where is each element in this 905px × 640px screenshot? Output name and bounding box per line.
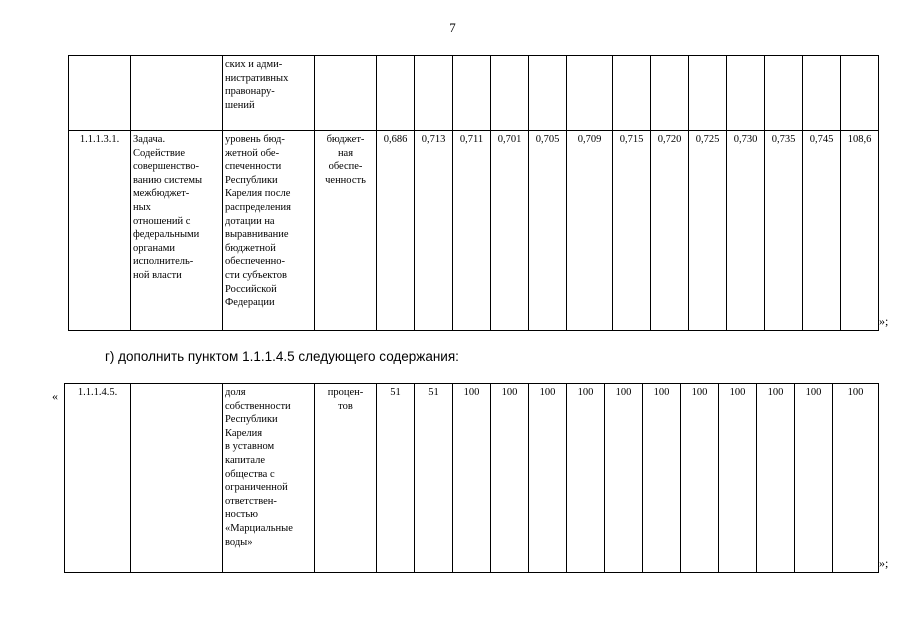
opening-quote-mark: «	[52, 389, 58, 403]
closing-quote-mark: »;	[879, 314, 889, 328]
indicator-line: правонару-	[225, 86, 275, 98]
task-line: Задача.	[133, 134, 166, 145]
indicator-line: ских и адми-	[225, 59, 283, 70]
indicator-line: уровень бюд-	[225, 134, 285, 145]
cell-value: 0,711	[453, 131, 491, 331]
indicator-line: Республики	[225, 414, 278, 426]
cell-value: 100	[567, 384, 605, 573]
cell-value: 0,713	[415, 131, 453, 331]
indicator-line: «Марциальные	[225, 522, 293, 534]
indicator-line: ответствен-	[225, 495, 277, 507]
task-line: ных	[133, 201, 151, 213]
cell-task	[131, 131, 223, 331]
indicator-line: ограниченной	[225, 482, 288, 494]
cell-value: 0,705	[529, 131, 567, 331]
indicator-line: дотации на	[225, 215, 275, 227]
cell-value: 51	[415, 384, 453, 573]
cell-number: 1.1.1.4.5.	[65, 384, 131, 573]
cell-value: 100	[491, 384, 529, 573]
cell-unit	[315, 56, 377, 131]
cell-value: 0,730	[727, 131, 765, 331]
cell-value	[689, 56, 727, 131]
cell-value	[841, 56, 879, 131]
table-row-continuation	[69, 56, 879, 131]
unit-line: тов	[338, 400, 353, 412]
cell-value: 100	[795, 384, 833, 573]
indicator-line: Федерации	[225, 297, 275, 309]
amendment-subheading: г) дополнить пунктом 1.1.1.4.5 следующего содержания:	[105, 349, 459, 364]
cell-value: 100	[719, 384, 757, 573]
cell-value: 0,720	[651, 131, 689, 331]
cell-value: 0,709	[567, 131, 613, 331]
unit-line: обеспе-	[328, 161, 363, 173]
cell-value	[613, 56, 651, 131]
cell-value	[529, 56, 567, 131]
cell-number	[69, 56, 131, 131]
indicator-line: сти субъектов	[225, 269, 287, 281]
cell-value: 0,686	[377, 131, 415, 331]
cell-value	[765, 56, 803, 131]
cell-indicator	[223, 384, 315, 573]
indicator-line: доля	[225, 387, 246, 398]
cell-value: 100	[833, 384, 879, 573]
cell-task	[131, 384, 223, 573]
cell-indicator	[223, 56, 315, 131]
indicator-line: Российской	[225, 283, 277, 295]
indicators-table-continued	[68, 55, 879, 331]
cell-value: 100	[681, 384, 719, 573]
cell-value: 0,735	[765, 131, 803, 331]
cell-value	[567, 56, 613, 131]
indicator-line: Карелия	[225, 427, 263, 439]
indicator-line: капитале	[225, 454, 266, 466]
indicator-line: общества с	[225, 468, 275, 480]
cell-task	[131, 56, 223, 131]
cell-value: 100	[453, 384, 491, 573]
unit-line: ченность	[325, 174, 366, 186]
task-line: Содействие	[133, 147, 186, 159]
indicator-line: обеспеченно-	[225, 256, 285, 268]
task-line: исполнитель-	[133, 256, 194, 268]
cell-unit	[315, 384, 377, 573]
cell-value: 0,725	[689, 131, 727, 331]
indicator-line: Карелия после	[225, 188, 291, 200]
cell-value: 100	[757, 384, 795, 573]
cell-value: 100	[643, 384, 681, 573]
indicators-table-new-item	[64, 383, 879, 573]
unit-line: ная	[337, 147, 354, 159]
indicator-line: шений	[225, 99, 255, 111]
cell-unit	[315, 131, 377, 331]
indicator-line: распределения	[225, 201, 291, 213]
cell-value: 0,701	[491, 131, 529, 331]
indicator-line: нистративных	[225, 72, 289, 84]
cell-value	[727, 56, 765, 131]
indicator-line: Республики	[225, 174, 278, 186]
task-line: отношений с	[133, 215, 191, 227]
page-number: 7	[449, 20, 456, 35]
cell-value	[377, 56, 415, 131]
cell-value	[453, 56, 491, 131]
unit-line: бюджет-	[326, 134, 365, 145]
task-line: ной власти	[133, 269, 182, 281]
task-line: межбюджет-	[133, 188, 190, 200]
cell-value	[651, 56, 689, 131]
indicator-line: спеченности	[225, 161, 282, 173]
table-row	[65, 384, 879, 573]
indicator-line: собственности	[225, 400, 291, 412]
table-row	[69, 131, 879, 331]
unit-line: процен-	[327, 387, 364, 398]
cell-value: 51	[377, 384, 415, 573]
task-line: органами	[133, 242, 176, 254]
indicator-line: в уставном	[225, 441, 275, 453]
task-line: федеральными	[133, 229, 200, 241]
cell-value	[803, 56, 841, 131]
closing-quote-mark: »;	[879, 556, 889, 570]
cell-value: 0,715	[613, 131, 651, 331]
cell-value: 0,745	[803, 131, 841, 331]
cell-value	[491, 56, 529, 131]
cell-indicator	[223, 131, 315, 331]
cell-value	[415, 56, 453, 131]
cell-value: 108,6	[841, 131, 879, 331]
indicator-line: бюджетной	[225, 242, 276, 254]
indicator-line: воды»	[225, 536, 253, 548]
indicator-line: жетной обе-	[225, 147, 280, 159]
indicator-line: выравнивание	[225, 229, 289, 241]
task-line: совершенство-	[133, 161, 199, 173]
task-line: ванию системы	[133, 174, 203, 186]
cell-value: 100	[529, 384, 567, 573]
cell-number: 1.1.1.3.1.	[69, 131, 131, 331]
indicator-line: ностью	[225, 509, 259, 521]
cell-value: 100	[605, 384, 643, 573]
